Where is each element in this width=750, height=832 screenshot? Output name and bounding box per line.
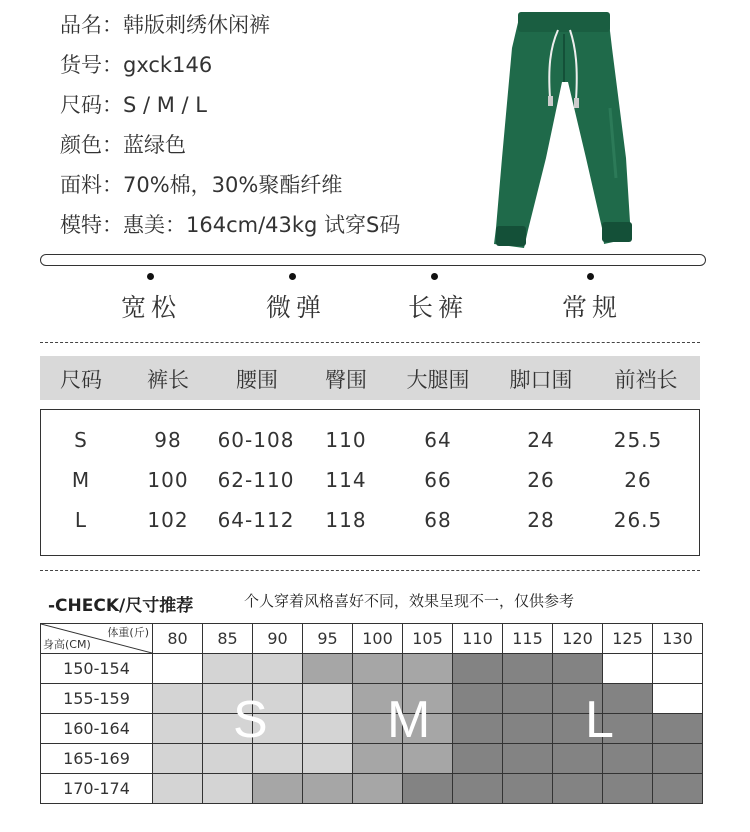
grid-cell (653, 684, 703, 714)
grid-cell (653, 714, 703, 744)
weight-header: 95 (303, 624, 353, 654)
recommend-note: 个人穿着风格喜好不同，效果呈现不一，仅供参考 (244, 592, 575, 610)
cell-leg-opening: 24 (527, 428, 555, 452)
grid-cell (503, 744, 553, 774)
grid-row (41, 654, 703, 684)
cell-thigh: 66 (424, 468, 452, 492)
cell-leg-opening: 28 (527, 508, 555, 532)
feature-stretch: 微弹 (266, 293, 327, 322)
spec-name (60, 12, 270, 38)
header-waist: 腰围 (236, 368, 278, 392)
feature-length: 长裤 (408, 293, 469, 322)
spec-value: 惠美：164cm/43kg 试穿S码 (123, 213, 401, 237)
spec-label: 模特： (60, 213, 123, 237)
grid-cell (153, 654, 203, 684)
spec-size (60, 92, 207, 118)
grid-cell (453, 744, 503, 774)
grid-cell (303, 744, 353, 774)
spec-label: 货号： (60, 53, 123, 77)
grid-cell (153, 774, 203, 804)
grid-cell (303, 654, 353, 684)
cell-front-rise: 25.5 (613, 428, 663, 452)
weight-header: 120 (553, 624, 603, 654)
spec-model (60, 212, 400, 238)
fit-dot (431, 273, 438, 280)
weight-header: 80 (153, 624, 203, 654)
cell-waist: 62-110 (217, 468, 295, 492)
weight-header: 125 (603, 624, 653, 654)
grid-cell (503, 714, 553, 744)
grid-cell (353, 774, 403, 804)
height-label: 160-164 (41, 714, 153, 744)
spec-value: 蓝绿色 (123, 133, 186, 157)
cell-waist: 60-108 (217, 428, 295, 452)
grid-cell (653, 654, 703, 684)
spec-label: 面料： (60, 173, 123, 197)
feature-fit: 宽松 (121, 293, 182, 322)
grid-cell (553, 774, 603, 804)
fit-dot (587, 273, 594, 280)
feature-thickness: 常规 (562, 293, 623, 322)
fit-scale-bar (40, 254, 706, 266)
grid-row (41, 774, 703, 804)
cell-length: 102 (147, 508, 189, 532)
grid-cell (403, 774, 453, 804)
grid-cell (353, 654, 403, 684)
grid-cell (153, 684, 203, 714)
grid-corner (41, 624, 153, 654)
cell-length: 100 (147, 468, 189, 492)
weight-header: 100 (353, 624, 403, 654)
spec-label: 品名： (60, 13, 123, 37)
grid-cell (653, 744, 703, 774)
spec-value: 韩版刺绣休闲裤 (123, 13, 270, 37)
size-label-s: S (233, 691, 268, 749)
grid-cell (303, 714, 353, 744)
header-size: 尺码 (60, 368, 102, 392)
spec-color (60, 132, 186, 158)
grid-cell (203, 654, 253, 684)
cell-thigh: 64 (424, 428, 452, 452)
grid-cell (453, 654, 503, 684)
cell-size: S (74, 428, 88, 452)
spec-value: gxck146 (123, 53, 213, 77)
grid-cell (603, 654, 653, 684)
fit-dot (147, 273, 154, 280)
grid-cell (653, 774, 703, 804)
grid-cell (503, 684, 553, 714)
height-label: 165-169 (41, 744, 153, 774)
spec-value: S / M / L (123, 93, 207, 117)
cell-front-rise: 26.5 (613, 508, 663, 532)
cell-hip: 114 (325, 468, 367, 492)
grid-cell (603, 774, 653, 804)
weight-header: 105 (403, 624, 453, 654)
weight-header: 115 (503, 624, 553, 654)
grid-cell (303, 774, 353, 804)
grid-cell (153, 744, 203, 774)
grid-cell (503, 654, 553, 684)
height-label: 150-154 (41, 654, 153, 684)
size-label-m: M (387, 691, 431, 749)
height-label: 155-159 (41, 684, 153, 714)
header-leg-opening: 脚口围 (509, 368, 573, 392)
cell-size: L (74, 508, 88, 532)
grid-cell (253, 774, 303, 804)
grid-cell (453, 684, 503, 714)
weight-header: 130 (653, 624, 703, 654)
corner-weight-label: 体重(斤) (107, 626, 149, 639)
header-front-rise: 前裆长 (614, 368, 678, 392)
spec-fabric (60, 172, 342, 198)
grid-cell (203, 774, 253, 804)
size-label-l: L (585, 691, 614, 749)
divider (40, 342, 700, 343)
weight-header: 110 (453, 624, 503, 654)
header-hip: 臀围 (325, 368, 367, 392)
grid-cell (503, 774, 553, 804)
header-thigh: 大腿围 (406, 368, 470, 392)
spec-item-no (60, 52, 212, 78)
cell-thigh: 68 (424, 508, 452, 532)
cell-hip: 118 (325, 508, 367, 532)
cell-size: M (71, 468, 91, 492)
recommend-title: -CHECK/尺寸推荐 (48, 596, 194, 616)
divider (40, 570, 700, 571)
grid-cell (253, 654, 303, 684)
spec-label: 颜色： (60, 133, 123, 157)
cell-hip: 110 (325, 428, 367, 452)
weight-header: 85 (203, 624, 253, 654)
spec-label: 尺码： (60, 93, 123, 117)
grid-cell (553, 654, 603, 684)
spec-value: 70%棉，30%聚酯纤维 (123, 173, 343, 197)
weight-header: 90 (253, 624, 303, 654)
grid-cell (153, 714, 203, 744)
green-jogger-pants-image (490, 8, 640, 252)
cell-front-rise: 26 (624, 468, 652, 492)
grid-header-row (41, 624, 703, 654)
grid-cell (453, 774, 503, 804)
grid-cell (303, 684, 353, 714)
height-label: 170-174 (41, 774, 153, 804)
grid-cell (403, 654, 453, 684)
cell-waist: 64-112 (217, 508, 295, 532)
cell-leg-opening: 26 (527, 468, 555, 492)
grid-cell (453, 714, 503, 744)
header-length: 裤长 (147, 368, 189, 392)
fit-dot (289, 273, 296, 280)
corner-height-label: 身高(CM) (43, 638, 91, 651)
cell-length: 98 (154, 428, 182, 452)
